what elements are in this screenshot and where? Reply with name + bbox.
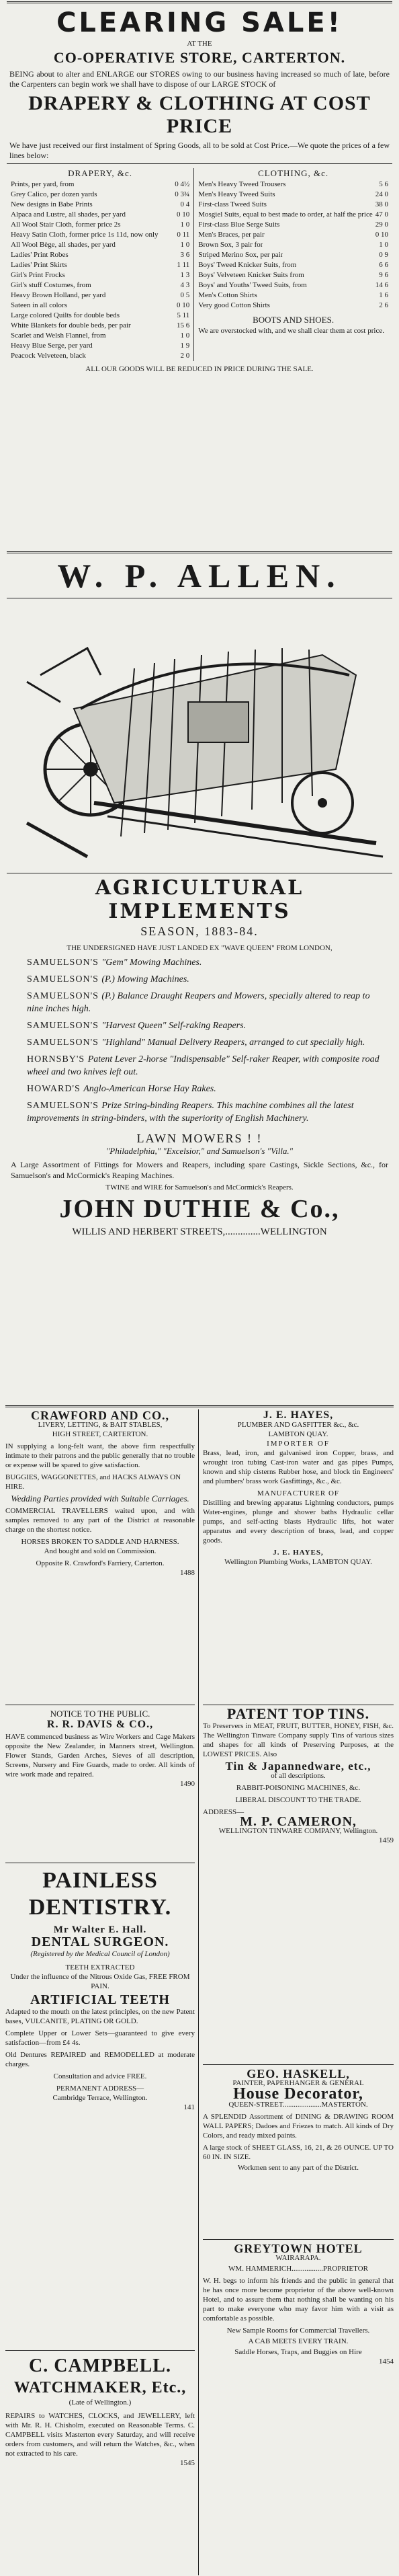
price-item: Men's Heavy Tweed Trousers: [198, 180, 286, 188]
crawford-travellers: COMMERCIAL TRAVELLERS waited upon, and with samples removed to any part of the District at reasonable charge on the shortest notice.: [5, 1507, 195, 1534]
dentistry-ad: [5, 1863, 195, 2112]
price-item: Sateen in all colors: [11, 301, 68, 309]
hayes-importer: IMPORTER OF: [267, 1440, 330, 1448]
greytown-number: 1454: [379, 2357, 394, 2366]
price-row: [198, 290, 388, 301]
drapery-list: [11, 180, 189, 361]
price-item: Alpaca and Lustre, all shades, per yard: [11, 210, 126, 219]
machine-item: [27, 1019, 386, 1032]
haskell-street: QUEEN-STREET.....................MASTERTON.: [228, 2101, 368, 2109]
greytown-proprietor: WM. HAMMERICH.................PROPRIETOR: [228, 2265, 368, 2273]
drapery-heading: DRAPERY, &c.: [68, 168, 133, 178]
tins-rabbit: RABBIT-POISONING MACHINES, &c.: [236, 1784, 361, 1792]
tins-jap: Tin & Japannedware, etc.,: [225, 1760, 371, 1772]
lawn-mowers-heading: LAWN MOWERS ! !: [136, 1132, 263, 1145]
notice-number: 1490: [180, 1780, 195, 1788]
machine-desc: Patent Lever 2-horse "Indispensable" Self-raker Reaper, with composite road wheel and two knives left out.: [27, 1054, 380, 1077]
price-item: Boys' Tweed Knicker Suits, from: [198, 261, 297, 269]
price-value: 2 0: [180, 352, 190, 360]
price-row: [11, 341, 189, 351]
clearing-footer: ALL OUR GOODS WILL BE REDUCED IN PRICE DURING THE SALE.: [85, 365, 314, 373]
machine-desc: "Gem" Mowing Machines.: [101, 958, 202, 968]
hayes-sub: PLUMBER AND GASFITTER &c., &c.: [237, 1421, 359, 1429]
price-item: First-class Blue Serge Suits: [198, 221, 280, 229]
dentistry-hall: Mr Walter E. Hall.: [53, 1924, 147, 1935]
spring-goods-note: We have just received our first instalment of Spring Goods, all to be sold at Cost Price.—We quote the prices of a few lines below:: [9, 141, 390, 160]
price-value: 6 6: [379, 261, 388, 269]
crawford-opposite: Opposite R. Crawford's Farriery, Carterton.: [36, 1559, 165, 1567]
hayes-address: LAMBTON QUAY.: [268, 1430, 328, 1438]
machine-item: [27, 956, 386, 969]
allen-name: W. P. ALLEN.: [57, 557, 342, 594]
at-the-label: AT THE: [187, 40, 212, 48]
crawford-horses: HORSES BROKEN TO SADDLE AND HARNESS.: [21, 1538, 179, 1546]
dentistry-permanent: PERMANENT ADDRESS—: [56, 2084, 144, 2093]
duthie-name: JOHN DUTHIE & Co.,: [59, 1195, 340, 1223]
price-value: 1 3: [180, 271, 190, 279]
machine-desc: Prize String-binding Reapers. This machine combines all the latest improvements in string-binders, with the superiority of English Machinery.: [27, 1101, 354, 1124]
tins-body: To Preservers in MEAT, FRUIT, BUTTER, HONEY, FISH, &c. The Wellington Tinware Company supply Tins of various sizes and shapes for all kinds of Preserving Purposes, at the LOWEST PRICES. Also: [203, 1722, 394, 1758]
price-row: [11, 200, 189, 210]
hayes-works: Wellington Plumbing Works, LAMBTON QUAY.: [224, 1558, 372, 1566]
greytown-town: WAIRARAPA.: [275, 2254, 321, 2262]
greytown-ad: [203, 2239, 394, 2366]
dentistry-teeth: TEETH EXTRACTED: [65, 1963, 135, 1972]
haskell-sub: PAINTER, PAPERHANGER & GENERAL: [232, 2079, 364, 2087]
price-row: [198, 230, 388, 240]
price-item: Large colored Quilts for double beds: [11, 311, 120, 319]
lawn-mowers-models: "Philadelphia," "Excelsior," and Samuelson's "Villa.": [105, 1146, 294, 1156]
price-row: [198, 260, 388, 270]
boots-heading: BOOTS AND SHOES.: [253, 315, 335, 325]
price-row: [198, 301, 388, 311]
dentistry-registered: (Registered by the Medical Council of London): [30, 1950, 170, 1958]
price-value: 1 0: [180, 331, 190, 340]
duthie-address: WILLIS AND HERBERT STREETS,..............WELLINGTON: [72, 1226, 327, 1237]
machine-item: [27, 1036, 386, 1049]
machine-item: [27, 973, 386, 986]
price-value: 0 11: [177, 231, 190, 239]
price-item: New designs in Babe Prints: [11, 200, 93, 208]
price-value: 0 5: [180, 291, 190, 299]
price-value: 0 10: [375, 231, 388, 239]
price-item: Heavy Blue Serge, per yard: [11, 342, 93, 350]
price-row: [11, 230, 189, 240]
machine-desc: Anglo-American Horse Hay Rakes.: [83, 1084, 216, 1094]
machine-list: [0, 956, 399, 1125]
dentistry-title: PAINLESS DENTISTRY.: [28, 1868, 172, 1920]
price-item: Men's Braces, per pair: [198, 231, 265, 239]
dentistry-adapted: Adapted to the mouth on the latest principles, on the new Patent bases, VULCANITE, PLATING OR GOLD.: [5, 2008, 195, 2025]
hayes-manufacturer: MANUFACTURER OF: [257, 1489, 340, 1497]
price-value: 15 6: [176, 321, 190, 329]
price-item: Boys' Velveteen Knicker Suits from: [198, 271, 304, 279]
allen-ad: [0, 549, 399, 1403]
machine-desc: "Harvest Queen" Self-raking Reapers.: [101, 1021, 247, 1031]
ag-implements-title: AGRICULTURAL IMPLEMENTS: [95, 876, 304, 923]
crawford-number: 1488: [180, 1569, 195, 1577]
machine-item: [27, 1083, 386, 1095]
machine-maker: SAMUELSON'S: [27, 1021, 102, 1031]
price-row: [11, 270, 189, 280]
campbell-ad: [5, 2350, 195, 2468]
crawford-wedding: Wedding Parties provided with Suitable Carriages.: [11, 1493, 189, 1504]
price-value: 47 0: [375, 210, 388, 219]
price-row: [11, 220, 189, 230]
tins-company: WELLINGTON TINWARE COMPANY, Wellington.: [218, 1827, 378, 1835]
price-row: [11, 331, 189, 341]
machine-maker: SAMUELSON'S: [27, 991, 102, 1001]
campbell-sub: WATCHMAKER, Etc.,: [13, 2379, 187, 2396]
price-row: [11, 210, 189, 220]
store-name: CO-OPERATIVE STORE, CARTERTON.: [53, 49, 346, 66]
haskell-title: GEO. HASKELL,: [247, 2067, 350, 2080]
price-value: 1 6: [379, 291, 388, 299]
price-value: 9 6: [379, 271, 388, 279]
price-item: Very good Cotton Shirts: [198, 301, 270, 309]
greytown-title: GREYTOWN HOTEL: [234, 2242, 363, 2255]
notice-name: R. R. DAVIS & CO.,: [46, 1719, 154, 1730]
price-row: [198, 180, 388, 190]
boots-text: We are overstocked with, and we shall clear them at cost price.: [198, 327, 384, 335]
price-value: 1 11: [177, 261, 190, 269]
price-item: Prints, per yard, from: [11, 180, 75, 188]
greytown-saddle: Saddle Horses, Traps, and Buggies on Hire: [234, 2348, 362, 2356]
tins-ad: [203, 1705, 394, 1845]
machine-maker: SAMUELSON'S: [27, 1101, 102, 1111]
dentistry-surgeon: DENTAL SURGEON.: [31, 1935, 169, 1949]
season-label: SEASON, 1883-84.: [140, 925, 259, 938]
price-value: 0 9: [379, 251, 388, 259]
machine-maker: SAMUELSON'S: [27, 958, 102, 968]
price-item: Ladies' Print Robes: [11, 251, 69, 259]
price-row: [198, 190, 388, 200]
clearing-intro: BEING about to alter and ENLARGE our STORES owing to our business having increased so much of late, before the Carpenters can begin work we shall have to dispose of our LARGE STOCK of: [9, 69, 390, 89]
price-item: Ladies' Print Skirts: [11, 261, 67, 269]
crawford-title: CRAWFORD AND CO.,: [31, 1409, 169, 1422]
machine-desc: (P.) Mowing Machines.: [101, 974, 189, 984]
price-value: 3 6: [180, 251, 190, 259]
price-row: [198, 200, 388, 210]
price-value: 4 3: [180, 281, 190, 289]
machine-item: [27, 1099, 386, 1125]
price-row: [11, 301, 189, 311]
machine-maker: HORNSBY'S: [27, 1054, 88, 1064]
machine-desc: "Highland" Manual Delivery Reapers, arranged to cut specially high.: [101, 1038, 365, 1048]
dentistry-complete: Complete Upper or Lower Sets—guaranteed to give every satisfaction—from £4 4s.: [5, 2029, 195, 2047]
greytown-cab: A CAB MEETS EVERY TRAIN.: [248, 2337, 349, 2345]
price-item: White Blankets for double beds, per pair: [11, 321, 131, 329]
hayes-body: Brass, lead, iron, and galvanised iron Copper, brass, and wrought iron tubing Cast-iron water and gas pipes Pumps, known and ship cisterns Rubber hose, and block tin Engineers' and plumbers' brass work Gasfittings, &c., &c.: [203, 1449, 394, 1485]
price-item: Grey Calico, per dozen yards: [11, 190, 97, 198]
price-item: First-class Tweed Suits: [198, 200, 267, 208]
reaper-illustration: [0, 601, 399, 870]
hayes-body2: Distilling and brewing apparatus Lightning conductors, pumps Water-engines, plunge and shower baths Hydraulic cellar pumps, and self-acting blasts Hydraulic lifts, hot water apparatus and every description of brass, lead, and copper goods.: [203, 1499, 394, 1545]
notice-body: HAVE commenced business as Wire Workers and Cage Makers opposite the New Zealander, in Manners street, Wellington. Flower Stands, Garden Arches, Sieves of all description, Screens, Nursery and Fire Guards, made to order. All kinds of wire work made and repaired.: [5, 1733, 195, 1779]
price-row: [11, 280, 189, 290]
haskell-workmen: Workmen sent to any part of the District.: [238, 2164, 359, 2172]
price-columns: [7, 168, 392, 361]
price-item: Girl's stuff Costumes, from: [11, 281, 91, 289]
hayes-title: J. E. HAYES,: [263, 1409, 334, 1421]
tins-address-label: ADDRESS—: [203, 1808, 245, 1816]
fittings-text: A Large Assortment of Fittings for Mowers and Reapers, including spare Castings, Sickle Sections, &c., for Samuelson's and McCormick's Reaping Machines.: [11, 1160, 388, 1180]
price-value: 1 0: [180, 221, 190, 229]
price-row: [198, 280, 388, 290]
price-item: Girl's Print Frocks: [11, 271, 65, 279]
price-value: 2 6: [379, 301, 388, 309]
greytown-rooms: New Sample Rooms for Commercial Travellers.: [226, 2327, 370, 2335]
price-value: 1 9: [180, 342, 190, 350]
price-row: [198, 210, 388, 220]
campbell-number: 1545: [180, 2459, 195, 2467]
campbell-title: C. CAMPBELL.: [29, 2355, 171, 2376]
haskell-ad: [203, 2064, 394, 2173]
price-item: Mosgiel Suits, equal to best made to order, at half the price: [198, 210, 373, 219]
greytown-body: W. H. begs to inform his friends and the public in general that he has once more become proprietor of the above well-known Hotel, and to assure them that nothing shall be wanting on his part to make everyone who may favor him with a visit as comfortable as possible.: [203, 2277, 394, 2323]
dentistry-consult: Consultation and advice FREE.: [53, 2072, 147, 2080]
price-row: [198, 240, 388, 250]
clearing-sale-title: CLEARING SALE!: [56, 7, 343, 38]
clothing-column: [194, 168, 392, 361]
machine-maker: HOWARD'S: [27, 1084, 84, 1094]
drapery-headline: DRAPERY & CLOTHING AT COST PRICE: [28, 92, 371, 137]
price-row: [11, 180, 189, 190]
tins-cameron: M. P. CAMERON,: [240, 1814, 357, 1829]
price-value: 0 3¾: [175, 190, 190, 198]
price-row: [198, 250, 388, 260]
tins-number: 1459: [379, 1836, 394, 1844]
machine-maker: SAMUELSON'S: [27, 1038, 102, 1048]
clothing-list: [198, 180, 388, 311]
notice-ad: [5, 1705, 195, 1789]
price-item: Heavy Satin Cloth, former price 1s 11d, now only: [11, 231, 159, 239]
price-item: Scarlet and Welsh Flannel, from: [11, 331, 106, 340]
price-item: Heavy Brown Holland, per yard: [11, 291, 106, 299]
twine-text: TWINE and WIRE for Samuelson's and McCormick's Reapers.: [105, 1183, 294, 1192]
dentistry-terrace: Cambridge Terrace, Wellington.: [52, 2094, 148, 2102]
price-value: 5 11: [177, 311, 190, 319]
price-row: [11, 351, 189, 361]
price-item: Men's Cotton Shirts: [198, 291, 257, 299]
haskell-body: A SPLENDID Assortment of DINING & DRAWING ROOM WALL PAPERS; Dadoes and Friezes to match. All kinds of Dry Colors, and ready mixed paints.: [203, 2113, 394, 2140]
price-row: [11, 240, 189, 250]
price-item: Striped Merino Sox, per pair: [198, 251, 283, 259]
price-row: [11, 290, 189, 301]
drapery-column: [7, 168, 194, 361]
machine-maker: SAMUELSON'S: [27, 974, 102, 984]
tins-discount: LIBERAL DISCOUNT TO THE TRADE.: [235, 1796, 361, 1804]
price-value: 1 0: [379, 241, 388, 249]
price-item: Peacock Velveteen, black: [11, 352, 86, 360]
crawford-address: HIGH STREET, CARTERTON.: [52, 1430, 148, 1438]
crawford-commission: And bought and sold on Commission.: [44, 1547, 157, 1555]
price-row: [198, 220, 388, 230]
tins-title: PATENT TOP TINS.: [226, 1705, 370, 1722]
landed-note: THE UNDERSIGNED HAVE JUST LANDED EX "WAVE QUEEN" FROM LONDON,: [66, 944, 332, 952]
dentistry-artificial: ARTIFICIAL TEETH: [30, 1992, 170, 2007]
dentistry-nitrous: Under the influence of the Nitrous Oxide Gas, FREE FROM PAIN.: [10, 1973, 190, 1990]
price-value: 38 0: [375, 200, 388, 208]
price-row: [11, 250, 189, 260]
machine-item: [27, 990, 386, 1015]
tins-all: of all descriptions.: [271, 1772, 326, 1780]
price-item: Men's Heavy Tweed Suits: [198, 190, 275, 198]
price-row: [198, 270, 388, 280]
price-value: 1 0: [180, 241, 190, 249]
price-value: 29 0: [375, 221, 388, 229]
price-item: All Wool Stair Cloth, former price 2s: [11, 221, 121, 229]
hayes-ad: [203, 1411, 394, 1567]
price-item: All Wool Bège, all shades, per yard: [11, 241, 116, 249]
price-row: [11, 311, 189, 321]
price-row: [11, 321, 189, 331]
price-item: Brown Sox, 3 pair for: [198, 241, 263, 249]
classifieds-grid: [5, 1405, 394, 2575]
campbell-late: (Late of Wellington.): [69, 2398, 132, 2407]
price-value: 0 10: [176, 301, 190, 309]
crawford-body: IN supplying a long-felt want, the above firm respectfully intimate to their patrons and the public generally that no trouble or expense will be spared to give satisfaction.: [5, 1442, 195, 1469]
clearing-sale-ad: [0, 0, 399, 545]
crawford-sub: LIVERY, LETTING, & BAIT STABLES,: [38, 1421, 163, 1429]
price-value: 24 0: [375, 190, 388, 198]
haskell-glass: A large stock of SHEET GLASS, 16, 21, & 26 OUNCE. UP TO 60 IN. IN SIZE.: [203, 2144, 394, 2161]
clothing-heading: CLOTHING, &c.: [258, 168, 329, 178]
crawford-buggies: BUGGIES, WAGGONETTES, and HACKS ALWAYS ON HIRE.: [5, 1473, 181, 1491]
hayes-sign: J. E. HAYES,: [273, 1549, 324, 1557]
dentistry-old: Old Dentures REPAIRED and REMODELLED at moderate charges.: [5, 2051, 195, 2068]
price-row: [11, 260, 189, 270]
notice-title: NOTICE TO THE PUBLIC.: [50, 1709, 150, 1719]
price-value: 5 6: [379, 180, 388, 188]
crawford-ad: [5, 1411, 195, 1577]
dentistry-number: 141: [183, 2103, 195, 2111]
price-value: 14 6: [375, 281, 388, 289]
campbell-body: REPAIRS to WATCHES, CLOCKS, and JEWELLERY, left with Mr. R. H. Chisholm, executed on Reasonable Terms. C. CAMPBELL visits Masterton every Saturday, and will receive orders from customers, and will return the Watches, &c., when not extracted to his care.: [5, 2412, 195, 2458]
price-row: [11, 190, 189, 200]
price-value: 0 10: [176, 210, 190, 219]
machine-desc: (P.) Balance Draught Reapers and Mowers, specially altered to reap to nine inches high.: [27, 991, 370, 1014]
price-value: 0 4: [180, 200, 190, 208]
price-value: 0 4½: [175, 180, 190, 188]
haskell-house: House Decorator,: [233, 2085, 363, 2103]
price-item: Boys' and Youths' Tweed Suits, from: [198, 281, 307, 289]
machine-item: [27, 1053, 386, 1079]
